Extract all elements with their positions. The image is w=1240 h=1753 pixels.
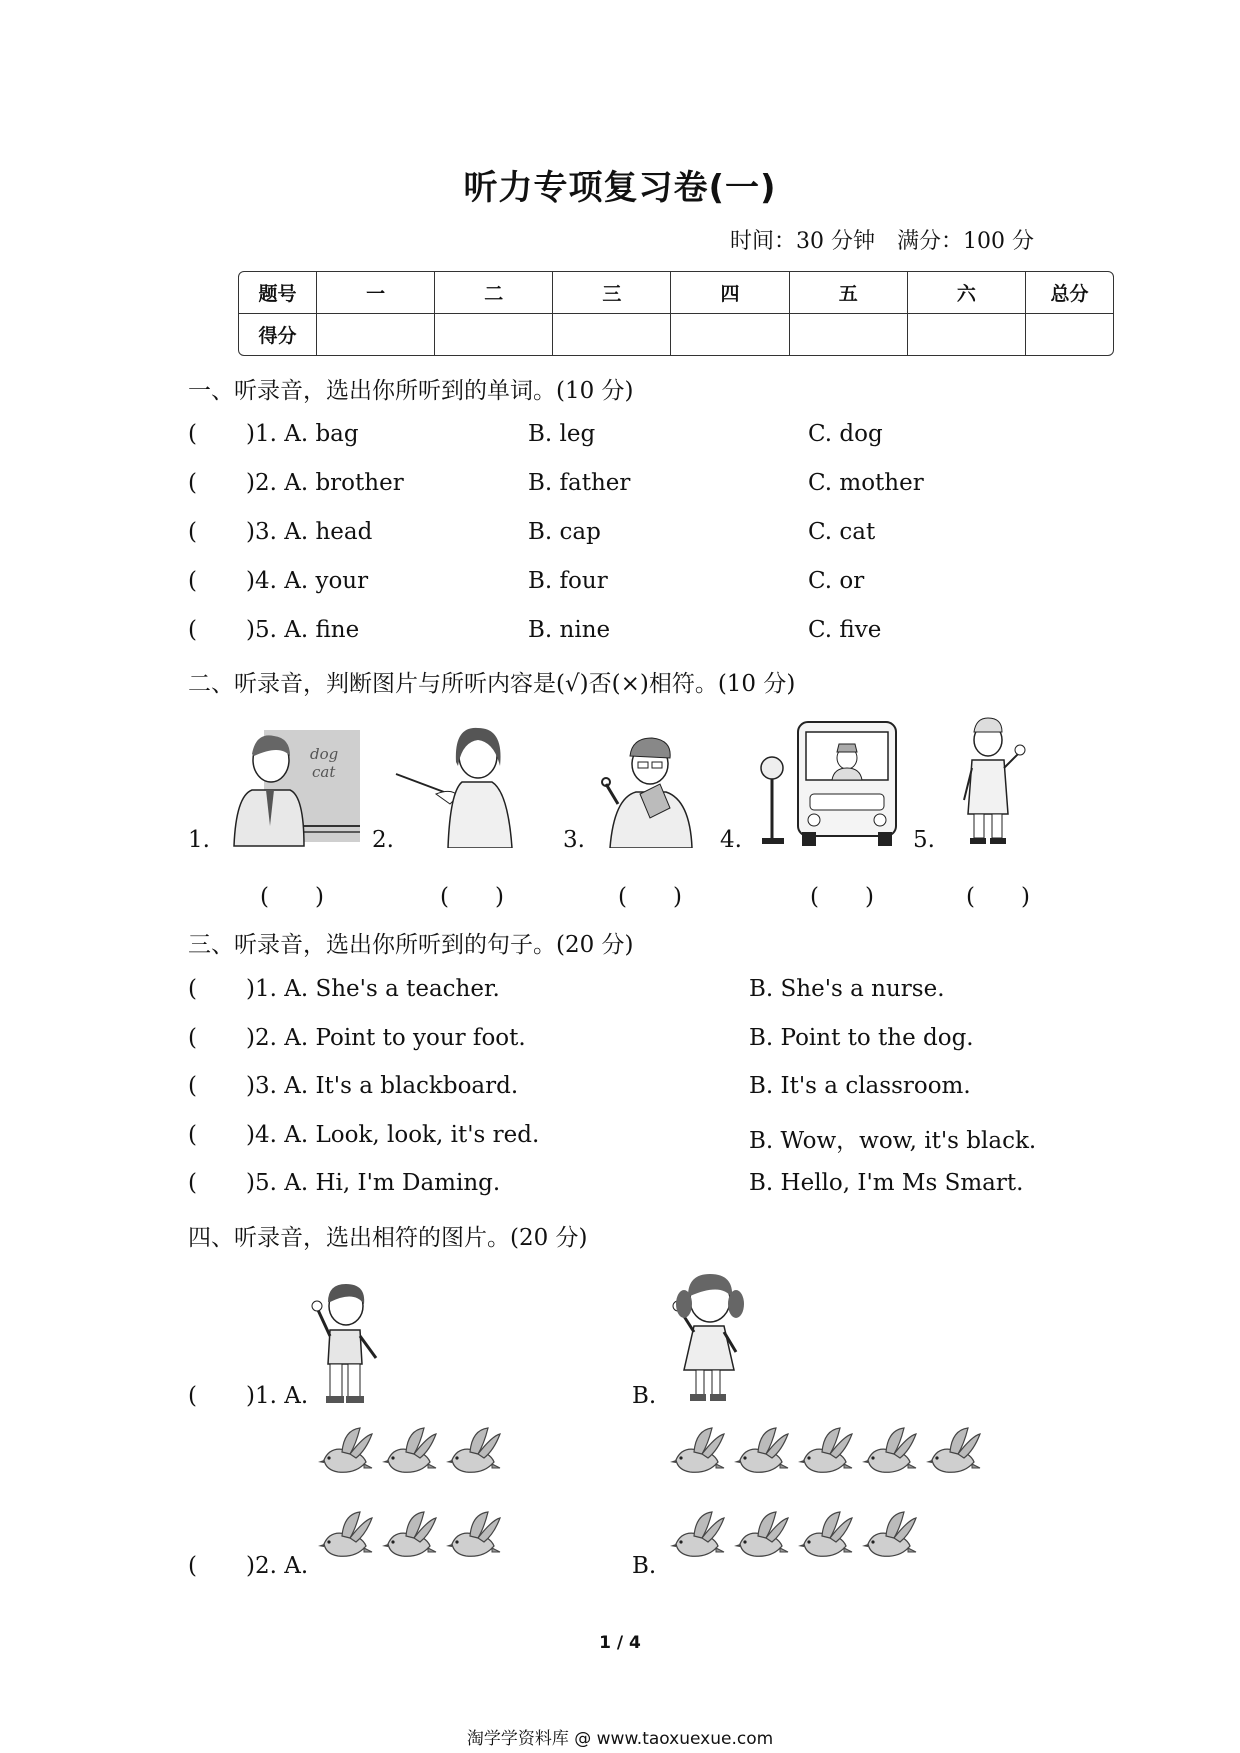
- bird-icon: [444, 1426, 502, 1486]
- bird-icon: [732, 1426, 790, 1486]
- picture-label: 1.: [188, 827, 210, 853]
- bird-icon: [732, 1510, 790, 1566]
- option-a: )4. A. Look, look, it's red.: [246, 1122, 540, 1148]
- score-blank-cell[interactable]: [317, 314, 435, 355]
- option-a: )4. A. your: [246, 568, 369, 594]
- section3-heading: 三、听录音，选出你所听到的句子。(20 分): [188, 932, 634, 958]
- answer-paren[interactable]: ( ): [810, 884, 874, 910]
- board-word: cat: [312, 763, 336, 781]
- answer-paren[interactable]: ( ): [260, 884, 324, 910]
- q2-option-a-birds: [316, 1426, 516, 1586]
- option-b: B. father: [528, 470, 631, 496]
- answer-paren[interactable]: ( ): [440, 884, 504, 910]
- answer-paren[interactable]: (: [188, 617, 197, 643]
- boy-picture: [310, 1280, 386, 1406]
- answer-paren[interactable]: (: [188, 1025, 197, 1051]
- q2-option-b-birds: [668, 1426, 998, 1586]
- option-a: )1. A. She's a teacher.: [246, 976, 500, 1002]
- option-a: )2. A. Point to your foot.: [246, 1025, 526, 1051]
- score-table-header-row: [239, 272, 1113, 314]
- site-footer: 淘学学资料库 @ www.taoxuexue.com: [466, 1729, 774, 1749]
- score-blank-cell[interactable]: [790, 314, 908, 355]
- option-c: C. or: [808, 568, 865, 594]
- bus-stop-picture: [752, 718, 900, 848]
- bird-icon: [444, 1426, 502, 1482]
- bird-icon: [380, 1426, 438, 1486]
- bird-icon: [796, 1510, 854, 1570]
- bird-icon: [668, 1510, 726, 1566]
- bird-icon: [924, 1426, 982, 1486]
- bird-icon: [668, 1510, 726, 1570]
- board-word: dog: [310, 745, 339, 763]
- option-a: )5. A. Hi, I'm Daming.: [246, 1170, 501, 1196]
- score-header-cell: 一: [317, 272, 435, 314]
- score-blank-cell[interactable]: [671, 314, 789, 355]
- score-header-cell: 二: [435, 272, 553, 314]
- score-table: [238, 271, 1114, 356]
- picture-label: 3.: [563, 827, 585, 853]
- picture-label: 5.: [913, 827, 935, 853]
- answer-paren[interactable]: (: [188, 1073, 197, 1099]
- teacher-blackboard-picture: [232, 726, 362, 848]
- bird-icon: [316, 1510, 374, 1566]
- option-c: C. mother: [808, 470, 924, 496]
- bird-icon: [316, 1426, 374, 1486]
- q1-option-a-label: )1. A.: [246, 1383, 309, 1409]
- option-b: B. cap: [528, 519, 601, 545]
- score-blank-cell[interactable]: [553, 314, 671, 355]
- bird-icon: [444, 1510, 502, 1570]
- section4-heading: 四、听录音，选出相符的图片。(20 分): [188, 1225, 588, 1251]
- option-a: )3. A. It's a blackboard.: [246, 1073, 519, 1099]
- q1-option-b-label: B.: [632, 1383, 657, 1409]
- picture-label: 2.: [372, 827, 394, 853]
- answer-paren[interactable]: (: [188, 568, 197, 594]
- answer-paren[interactable]: (: [188, 421, 197, 447]
- bird-icon: [668, 1426, 726, 1486]
- score-header-cell: 六: [908, 272, 1026, 314]
- option-b: B. It's a classroom.: [749, 1073, 971, 1099]
- bird-icon: [316, 1426, 374, 1482]
- option-c: C. cat: [808, 519, 876, 545]
- girl-picture: [666, 1266, 756, 1406]
- score-header-cell: 总分: [1026, 272, 1113, 314]
- bird-icon: [732, 1510, 790, 1570]
- option-b: B. leg: [528, 421, 596, 447]
- score-blank-cell[interactable]: [908, 314, 1026, 355]
- option-c: C. dog: [808, 421, 883, 447]
- score-header-cell: 四: [671, 272, 789, 314]
- bird-icon: [380, 1510, 438, 1566]
- score-blank-cell[interactable]: [1026, 314, 1113, 355]
- worker-picture: [600, 734, 700, 848]
- bird-icon: [380, 1510, 438, 1570]
- option-a: )5. A. fine: [246, 617, 360, 643]
- answer-paren[interactable]: (: [188, 519, 197, 545]
- bird-icon: [796, 1426, 854, 1482]
- bird-icon: [380, 1426, 438, 1482]
- bird-icon: [796, 1426, 854, 1486]
- section1-heading: 一、听录音，选出你所听到的单词。(10 分): [188, 378, 634, 404]
- bird-icon: [860, 1426, 918, 1486]
- score-header-cell: 五: [790, 272, 908, 314]
- q2-option-b-label: B.: [632, 1553, 657, 1579]
- option-b: B. Point to the dog.: [749, 1025, 974, 1051]
- answer-paren[interactable]: (: [188, 1383, 197, 1409]
- score-row-label: 得分: [239, 314, 317, 355]
- option-b: B. nine: [528, 617, 611, 643]
- q2-option-a-label: )2. A.: [246, 1553, 309, 1579]
- bird-icon: [444, 1510, 502, 1566]
- bird-icon: [860, 1426, 918, 1482]
- option-c: C. five: [808, 617, 882, 643]
- option-a: )2. A. brother: [246, 470, 404, 496]
- option-b: B. She's a nurse.: [749, 976, 945, 1002]
- page-number: 1 / 4: [599, 1633, 641, 1653]
- picture-label: 4.: [720, 827, 742, 853]
- answer-paren[interactable]: ( ): [618, 884, 682, 910]
- score-header-cell: 三: [553, 272, 671, 314]
- nurse-picture: [952, 714, 1032, 848]
- bird-icon: [732, 1426, 790, 1482]
- bird-icon: [924, 1426, 982, 1482]
- section2-heading: 二、听录音，判断图片与所听内容是(√)否(×)相符。(10 分): [188, 671, 796, 697]
- score-blank-cell[interactable]: [435, 314, 553, 355]
- option-b: B. Hello, I'm Ms Smart.: [749, 1170, 1024, 1196]
- answer-paren[interactable]: ( ): [966, 884, 1030, 910]
- pointing-girl-picture: [392, 722, 522, 848]
- bird-icon: [316, 1510, 374, 1570]
- page-title: 听力专项复习卷(一): [463, 168, 777, 208]
- bird-icon: [796, 1510, 854, 1566]
- exam-meta: 时间：30 分钟 满分：100 分: [730, 229, 1034, 254]
- option-a: )3. A. head: [246, 519, 373, 545]
- answer-paren[interactable]: (: [188, 470, 197, 496]
- bird-icon: [860, 1510, 918, 1566]
- score-header-cell: 题号: [239, 272, 317, 314]
- answer-paren[interactable]: (: [188, 1122, 197, 1148]
- bird-icon: [668, 1426, 726, 1482]
- score-table-score-row: [239, 314, 1113, 355]
- answer-paren[interactable]: (: [188, 1170, 197, 1196]
- option-b: B. Wow，wow, it's black.: [749, 1128, 1037, 1154]
- option-a: )1. A. bag: [246, 421, 359, 447]
- bird-icon: [860, 1510, 918, 1570]
- answer-paren[interactable]: (: [188, 976, 197, 1002]
- option-b: B. four: [528, 568, 608, 594]
- answer-paren[interactable]: (: [188, 1553, 197, 1579]
